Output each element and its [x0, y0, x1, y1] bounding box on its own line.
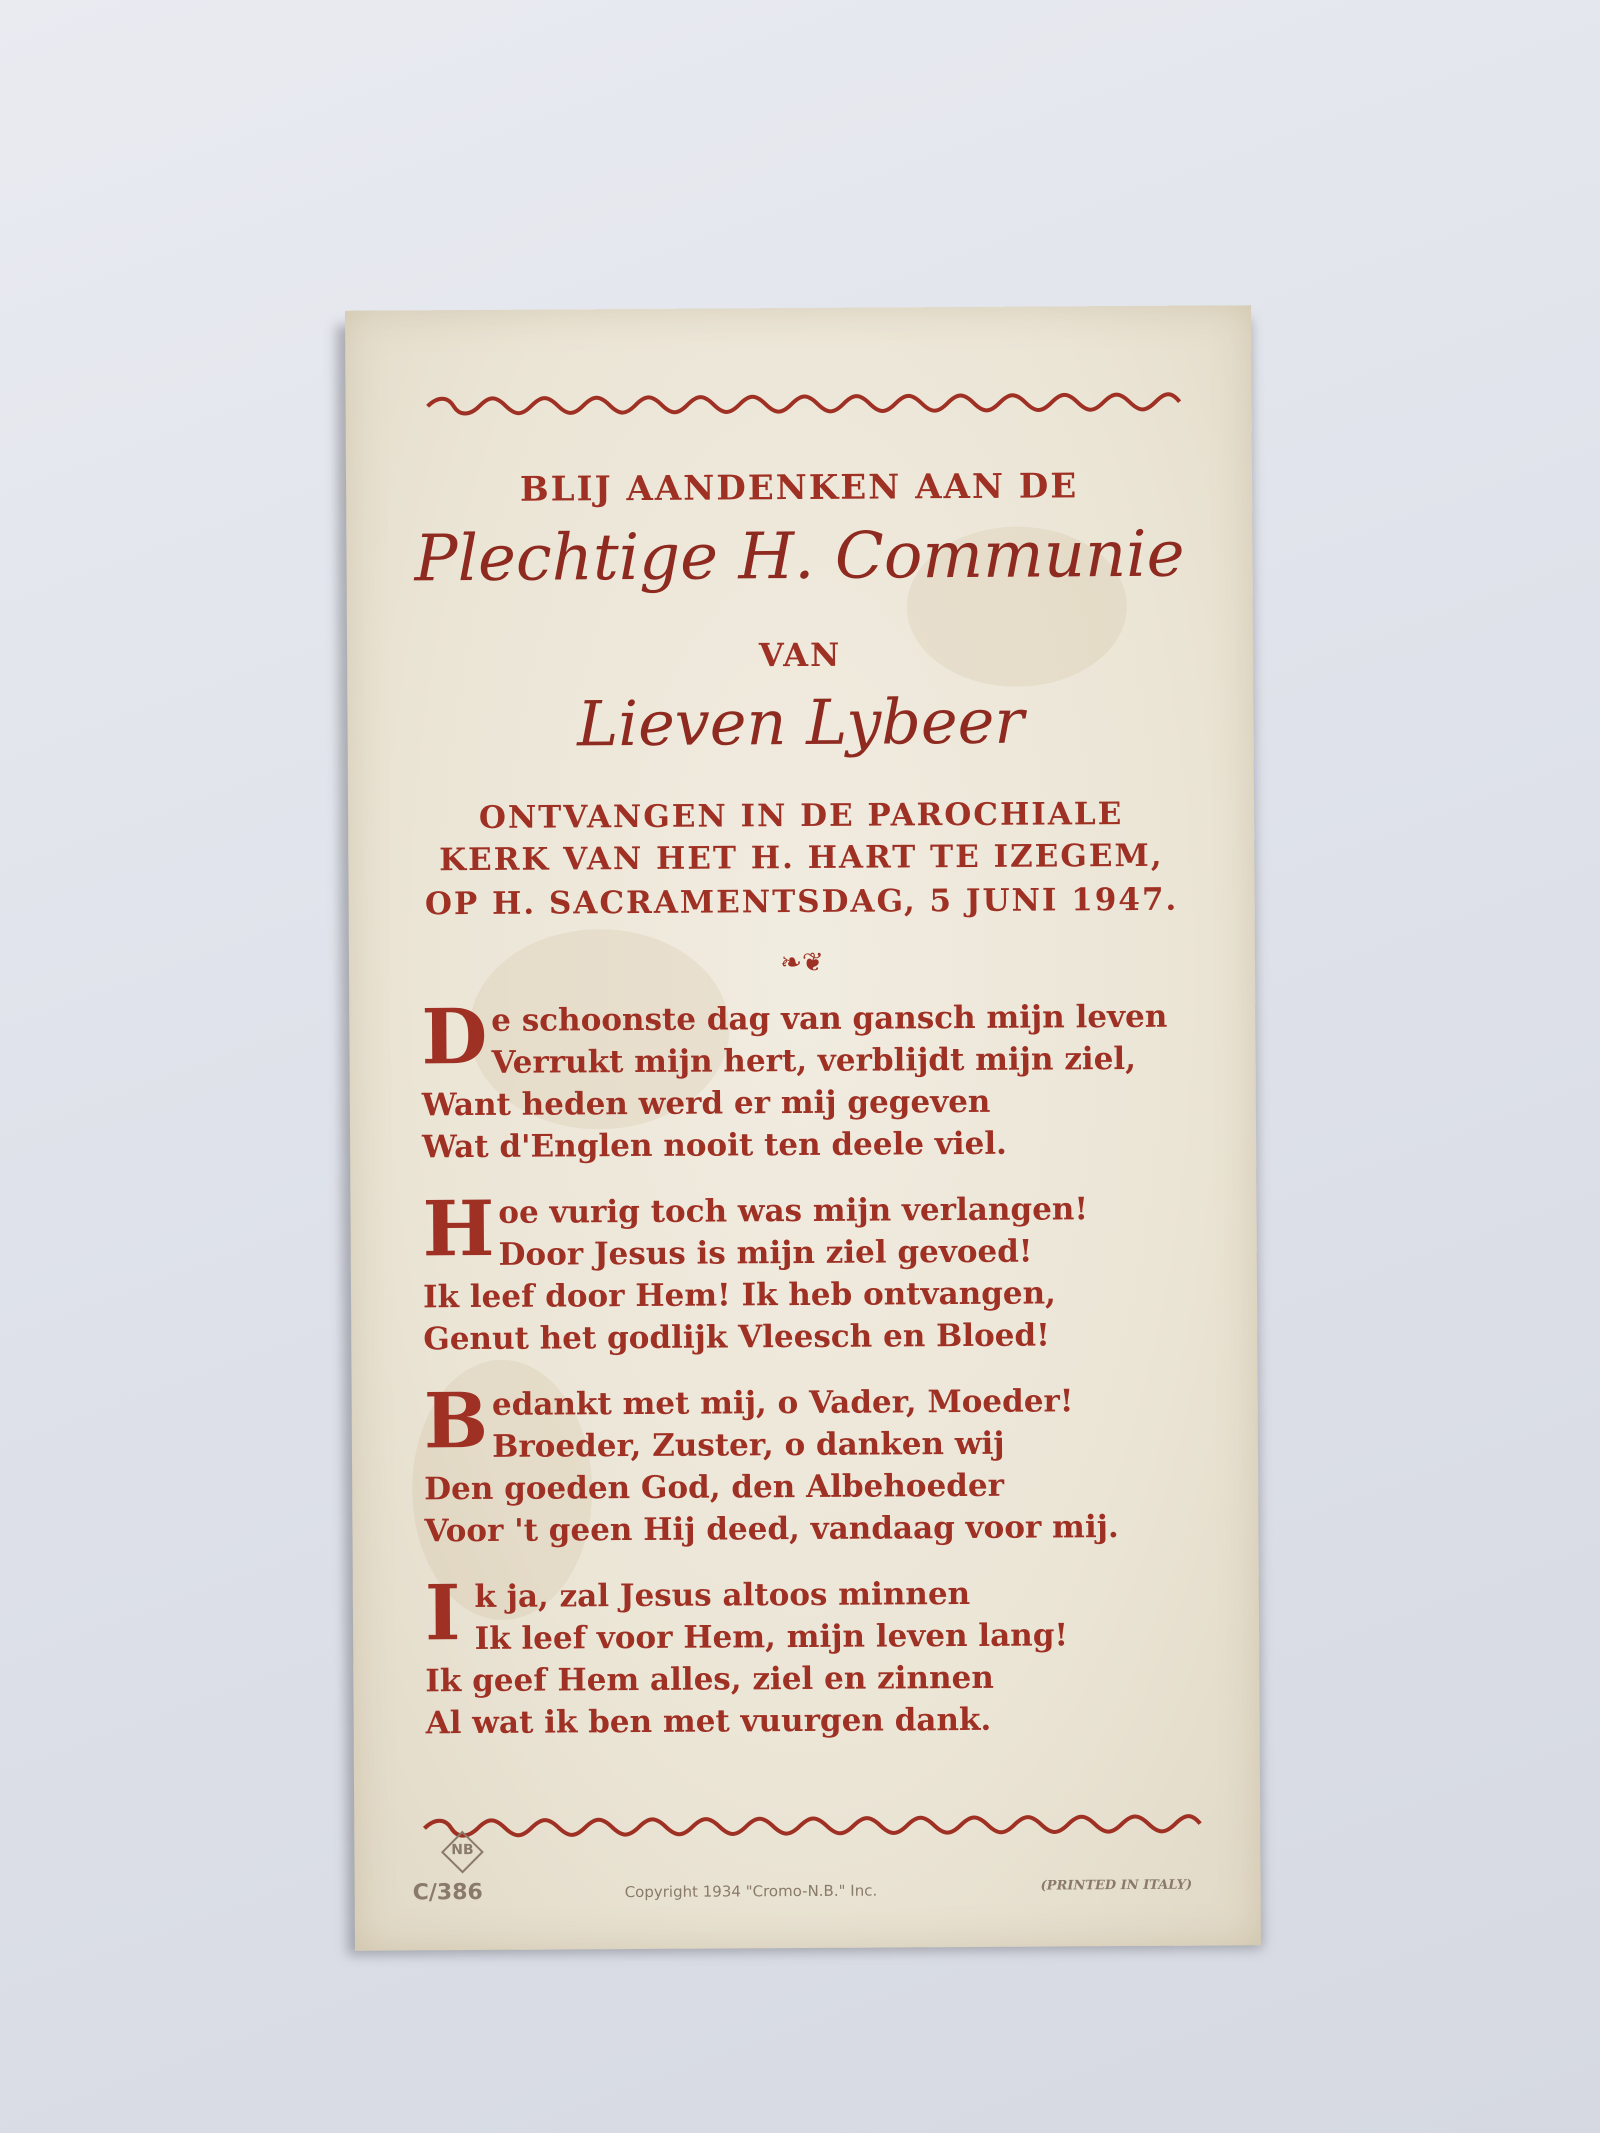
- stanza-2: [422, 1183, 1223, 1360]
- stanza-line: Voor 't geen Hij deed, vandaag voor mij.: [424, 1509, 1119, 1550]
- stanza-line: Den goeden God, den Albehoeder: [424, 1467, 1005, 1508]
- stanza-line: k ja, zal Jesus altoos minnen: [474, 1575, 971, 1616]
- stanza-line: Broeder, Zuster, o danken wij: [492, 1425, 1005, 1465]
- nb-logo-text: NB: [451, 1842, 474, 1859]
- detail-line-3: OP H. SACRAMENTSDAG, 5 JUNI 1947.: [424, 881, 1179, 923]
- stanza-line: Ik leef voor Hem, mijn leven lang!: [474, 1617, 1069, 1658]
- stanza-1: [421, 991, 1222, 1168]
- stanza-line: Ik geef Hem alles, ziel en zinnen: [425, 1659, 994, 1700]
- card-code: C/386: [412, 1879, 483, 1906]
- stanza-line: Al wat ik ben met vuurgen dank.: [425, 1701, 992, 1742]
- dropcap: I: [424, 1568, 461, 1658]
- stanza-line: oe vurig toch was mijn verlangen!: [498, 1191, 1089, 1231]
- copyright-text: Copyright 1934 "Cromo-N.B." Inc.: [624, 1881, 878, 1902]
- stanza-line: e schoonste dag van gansch mijn leven: [491, 998, 1168, 1039]
- dropcap: H: [422, 1183, 495, 1274]
- stanza-line: Genut het godlijk Vleesch en Bloed!: [423, 1317, 1050, 1358]
- top-scroll-ornament: [424, 392, 1184, 417]
- stanza-line: edankt met mij, o Vader, Moeder!: [491, 1383, 1074, 1423]
- heading-line1: BLIJ AANDENKEN AAN DE: [519, 466, 1079, 510]
- printed-in-italy: (PRINTED IN ITALY): [1040, 1877, 1193, 1894]
- floral-divider-icon: ❧❦: [780, 947, 824, 979]
- dropcap: D: [421, 991, 488, 1082]
- stanza-line: Door Jesus is mijn ziel gevoed!: [498, 1233, 1033, 1273]
- bottom-scroll-ornament: [420, 1814, 1204, 1839]
- stanza-line: Want heden werd er mij gegeven: [421, 1083, 991, 1124]
- communicant-name: Lieven Lybeer: [576, 684, 1025, 761]
- detail-line-1: ONTVANGEN IN DE PAROCHIALE: [478, 796, 1124, 836]
- stanza-4: [424, 1568, 1226, 1744]
- detail-line-2: KERK VAN HET H. HART TE IZEGEM,: [439, 837, 1164, 879]
- communion-card: [345, 305, 1261, 1951]
- heading-title: Plechtige H. Communie: [414, 517, 1185, 597]
- stanza-3: [423, 1375, 1225, 1552]
- heading-van: VAN: [758, 635, 842, 675]
- dropcap: B: [423, 1375, 489, 1466]
- nb-logo-icon: [440, 1830, 484, 1874]
- stanza-line: Verrukt mijn hert, verblijdt mijn ziel,: [491, 1040, 1137, 1081]
- stanza-line: Ik leef door Hem! Ik heb ontvangen,: [422, 1275, 1057, 1316]
- stanza-line: Wat d'Englen nooit ten deele viel.: [422, 1125, 1008, 1166]
